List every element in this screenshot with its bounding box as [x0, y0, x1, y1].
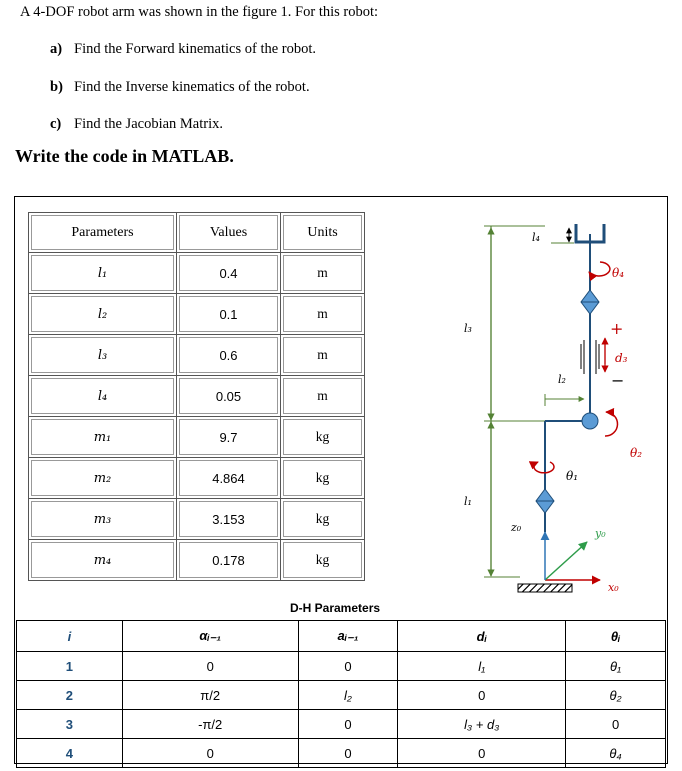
- table-row: [17, 739, 666, 768]
- l2-label: l₂: [558, 373, 566, 386]
- table-row: [29, 417, 365, 458]
- table-row: [17, 652, 666, 681]
- param-value: 0.4: [179, 255, 278, 291]
- robot-arm-diagram: [440, 214, 666, 596]
- table-row: [29, 458, 365, 499]
- question-text: Find the Forward kinematics of the robot.: [74, 41, 317, 57]
- table-row: [29, 253, 365, 294]
- alpha-cell: π/2: [122, 681, 298, 710]
- param-unit: m: [283, 378, 362, 414]
- question-a: [50, 41, 316, 58]
- theta-cell: θ₄: [566, 739, 666, 768]
- header-cell: aᵢ₋₁: [298, 621, 398, 652]
- a-cell: 0: [298, 652, 398, 681]
- table-header-row: [29, 213, 365, 253]
- question-b: [50, 79, 310, 96]
- table-row: [29, 294, 365, 335]
- table-row: [17, 710, 666, 739]
- header-cell: dᵢ: [398, 621, 566, 652]
- param-value: 0.178: [179, 542, 278, 578]
- param-name: m₂: [31, 460, 174, 496]
- d3-label: d₃: [615, 351, 628, 365]
- param-unit: m: [283, 255, 362, 291]
- instruction-heading: Write the code in MATLAB.: [15, 146, 234, 166]
- y0-label: y₀: [595, 527, 606, 540]
- question-label: b): [50, 79, 63, 95]
- x0-label: x₀: [608, 581, 619, 594]
- table-row: [29, 376, 365, 417]
- a-cell: l₂: [298, 681, 398, 710]
- theta4-label: θ₄: [612, 266, 625, 280]
- dh-table-title: D-H Parameters: [290, 601, 381, 615]
- param-name: l₃: [31, 337, 174, 373]
- a-cell: 0: [298, 739, 398, 768]
- theta4-rotation-arrow: [589, 262, 610, 276]
- param-unit: kg: [283, 542, 362, 578]
- y0-axis: [545, 542, 587, 580]
- d-cell: 0: [398, 739, 566, 768]
- question-label: a): [50, 41, 63, 57]
- question-c: [50, 116, 223, 133]
- param-value: 0.6: [179, 337, 278, 373]
- param-unit: m: [283, 296, 362, 332]
- param-unit: kg: [283, 419, 362, 455]
- l3-label: l₃: [464, 322, 472, 335]
- parameters-table: [28, 212, 365, 581]
- param-name: m₄: [31, 542, 174, 578]
- row-index: 4: [17, 739, 123, 768]
- d3-plus: +: [610, 319, 624, 338]
- problem-intro: A 4-DOF robot arm was shown in the figure 1. For this robot:: [20, 4, 379, 20]
- theta-cell: θ₁: [566, 652, 666, 681]
- row-index: 1: [17, 652, 123, 681]
- param-value: 0.1: [179, 296, 278, 332]
- theta-cell: θ₂: [566, 681, 666, 710]
- param-value: 4.864: [179, 460, 278, 496]
- ground-hatch: [518, 584, 572, 592]
- d-cell: l₃ + d₃: [398, 710, 566, 739]
- d-cell: 0: [398, 681, 566, 710]
- d3-minus: −: [611, 371, 625, 390]
- alpha-cell: -π/2: [122, 710, 298, 739]
- header-cell: Parameters: [29, 213, 177, 253]
- table-row: [29, 499, 365, 540]
- param-value: 3.153: [179, 501, 278, 537]
- param-name: l₁: [31, 255, 174, 291]
- dh-parameters-table: [16, 620, 666, 768]
- alpha-cell: 0: [122, 739, 298, 768]
- header-cell: θᵢ: [566, 621, 666, 652]
- header-cell: αᵢ₋₁: [122, 621, 298, 652]
- param-value: 9.7: [179, 419, 278, 455]
- table-header-row: [17, 621, 666, 652]
- table-row: [29, 540, 365, 581]
- param-unit: kg: [283, 501, 362, 537]
- param-value: 0.05: [179, 378, 278, 414]
- header-cell: Values: [177, 213, 281, 253]
- question-text: Find the Inverse kinematics of the robot.: [74, 79, 310, 95]
- param-unit: m: [283, 337, 362, 373]
- header-cell: i: [17, 621, 123, 652]
- table-row: [17, 681, 666, 710]
- table-row: [29, 335, 365, 376]
- header-cell: Units: [281, 213, 365, 253]
- a-cell: 0: [298, 710, 398, 739]
- d-cell: l₁: [398, 652, 566, 681]
- z0-label: z₀: [511, 521, 522, 534]
- question-label: c): [50, 116, 62, 132]
- param-name: m₁: [31, 419, 174, 455]
- theta-cell: 0: [566, 710, 666, 739]
- row-index: 2: [17, 681, 123, 710]
- param-name: l₄: [31, 378, 174, 414]
- param-unit: kg: [283, 460, 362, 496]
- l1-label: l₁: [464, 495, 472, 508]
- param-name: m₃: [31, 501, 174, 537]
- theta2-rotation-arrow: [605, 412, 618, 436]
- l4-label: l₄: [532, 231, 540, 244]
- param-name: l₂: [31, 296, 174, 332]
- theta2-label: θ₂: [630, 446, 643, 460]
- alpha-cell: 0: [122, 652, 298, 681]
- row-index: 3: [17, 710, 123, 739]
- joint-2: [582, 413, 598, 429]
- theta1-label: θ₁: [566, 469, 579, 483]
- question-text: Find the Jacobian Matrix.: [74, 116, 224, 132]
